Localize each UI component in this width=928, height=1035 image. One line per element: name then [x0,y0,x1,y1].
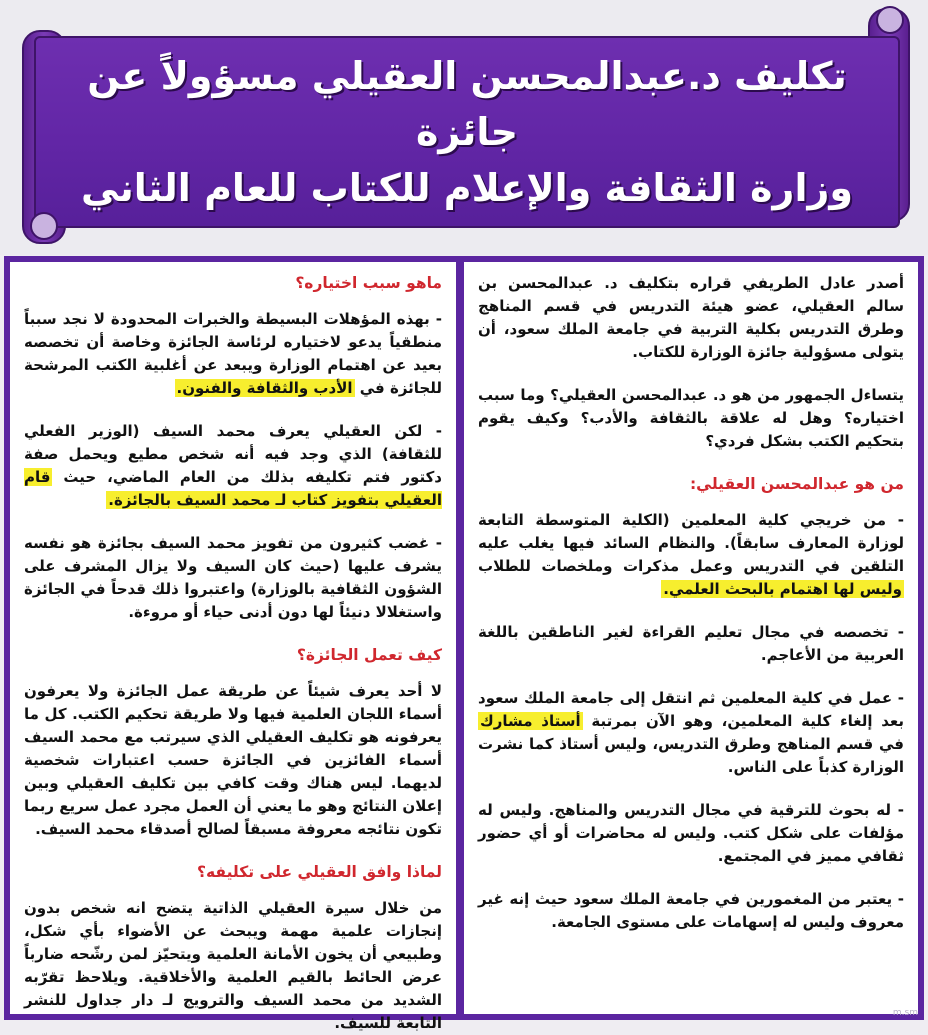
why-paragraph-1 [24,308,442,400]
title-line-1: تكليف د.عبدالمحسن العقيلي مسؤولاً عن جائزة [87,54,847,154]
why-paragraph-3: - غضب كثيرون من تفويز محمد السيف بجائزة هو نفسه يشرف عليها (حيث كان السيف ولا يزال المشرف على الشؤون الثقافية بالوزارة) واعتبروا ذلك قدحاً في الجائزة واستغلالا دنيئاً لها دون أدنى حياء أو مروءة. [24,534,442,621]
highlight-literature-culture-arts: الأدب والثقافة والفنون. [176,379,353,397]
title-line-2: وزارة الثقافة والإعلام للكتاب للعام الثاني [81,166,853,210]
scroll-curl-right [876,6,904,34]
why-paragraph-1-text: - بهذه المؤهلات البسيطة والخبرات المحدودة لا نجد سبباً منطقياً يدعو لاختياره لرئاسة الجائزة وخاصة أن تخصصه بعيد عن اهتمام الوزارة ويبعد عن أغلبية الكتب المرشحة للجائزة في [24,310,442,397]
article-column-left [10,262,456,1032]
highlight-no-research: وليس لها اهتمام بالبحث العلمي. [663,580,902,598]
who-paragraph-3-before: - عمل في كلية المعلمين ثم انتقل إلى جامعة الملك سعود بعد إلغاء كلية المعلمين، وهو الآن بمرتبة [478,689,904,730]
how-paragraph: لا أحد يعرف شيئاً عن طريقة عمل الجائزة ولا يعرفون أسماء اللجان العلمية فيها ولا طريقة تحكيم الكتب. كل ما يعرفونه هو تكليف العقيلي الذي سيرتب مع محمد السيف أسماء الفائزين في الجائزة حسب اعتبارات شخصية لديهما. ليس هناك وقت كافي بين تكليف العقيلي وبين إعلان النتائج وهو ما يعني أن العمل مجرد عمل سريع ربما تكون نتائجه معروفة مسبقاً لصالح أصدقاء محمد السيف. [24,682,442,838]
title-banner [34,36,900,228]
who-paragraph-3-after: في قسم المناهج وطرق التدريس، وليس أستاذ كما نشرت الوزارة كذباً على الناس. [478,735,904,776]
agree-paragraph: من خلال سيرة العقيلي الذاتية يتضح انه شخص بدون إنجازات علمية مهمة ويبحث عن الأضواء بأي شكل، وطبيعي أن يخون الأمانة العلمية ويتحيّز لمن رشّحه ضارباً عرض الحائط بالقيم العلمية والأخلاقية. ويلاحظ تقرّبه الشديد من محمد السيف والترويج لـ دار جداول للنشر التابعة للسيف. [24,899,442,1032]
who-paragraph-2: - تخصصه في مجال تعليم القراءة لغير الناطقين باللغة العربية من الأعاجم. [478,623,904,664]
heading-why-chosen: ماهو سبب اختياره؟ [295,274,442,292]
heading-how-award-works: كيف تعمل الجائزة؟ [296,646,442,664]
who-paragraph-5: - يعتبر من المغمورين في جامعة الملك سعود حيث إنه غير معروف وليس له إسهامات على مستوى الجامعة. [478,890,904,931]
highlight-award-to-alsaif: قام العقيلي بتفويز كتاب لـ محمد السيف بالجائزة. [24,468,442,509]
intro-paragraph: أصدر عادل الطريفي قراره بتكليف د. عبدالمحسن بن سالم العقيلي، عضو هيئة التدريس في قسم المناهج وطرق التدريس بكلية التربية في جامعة الملك سعود، أن يتولى مسؤولية جائزة الوزارة للكتاب. [478,274,904,361]
highlight-associate-professor: أستاذ مشارك [480,712,581,730]
who-paragraph-1 [478,509,904,601]
heading-who-is: من هو عبدالمحسن العقيلي: [689,475,904,493]
who-paragraph-4: - له بحوث للترقية في مجال التدريس والمناهج. وليس له مؤلفات على شكل كتب. وليس له محاضرات أو أي حضور ثقافي مميز في المجتمع. [478,801,904,865]
why-paragraph-2-text: - لكن العقيلي يعرف محمد السيف (الوزير الفعلي للثقافة) الذي وجد فيه أنه شخص مطيع ويحمل صفة دكتور فتم تكليفه بذلك من العام الماضي، حيث [24,422,442,486]
banner-area [0,0,928,255]
watermark: m.sm [892,1008,918,1018]
who-paragraph-1-text: - من خريجي كلية المعلمين (الكلية المتوسطة التابعة لوزارة المعارف سابقاً). والنظام السائد فيها يغلب عليه التلقين في التدريس وعمل مذكرات وملخصات للطلاب [478,511,904,575]
scroll-curl-left [30,212,58,240]
article-column-right [464,262,918,1014]
heading-why-agreed: لماذا وافق العقيلي على تكليفه؟ [197,863,442,881]
article-frame [4,256,924,1032]
question-paragraph: يتساءل الجمهور من هو د. عبدالمحسن العقيلي؟ وما سبب اختياره؟ وهل له علاقة بالثقافة والأدب؟ وكيف يقوم بتحكيم الكتب بشكل فردي؟ [478,386,904,450]
who-paragraph-3 [478,687,904,779]
why-paragraph-2 [24,420,442,512]
